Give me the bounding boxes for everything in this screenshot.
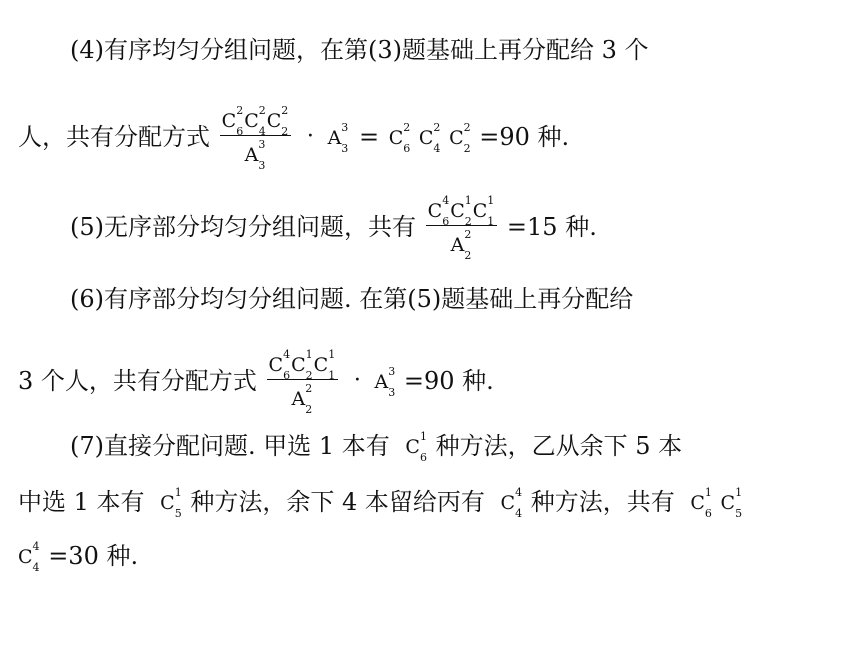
- fraction-expression: [426, 194, 498, 262]
- text-segment: (4)有序均匀分组问题，在第(3)题基础上再分配给 3 个: [70, 35, 649, 64]
- text-segment: =90 种.: [479, 122, 570, 151]
- fraction-denominator: A 3 3: [244, 137, 266, 172]
- text-segment: (7)直接分配问题. 甲选 1 本有: [70, 431, 390, 460]
- multiply-dot: ·: [306, 123, 314, 149]
- combination-term: C 2 2: [449, 120, 471, 155]
- combination-term: C 1 6: [405, 429, 427, 464]
- paragraph-6-line-2: [0, 348, 860, 416]
- text-segment: 3 个人，共有分配方式: [18, 366, 257, 395]
- fraction-denominator: A 2 2: [450, 227, 472, 262]
- paragraph-7-line-1: [0, 424, 860, 464]
- arrangement-term: A 3 3: [374, 364, 396, 399]
- text-segment: (6)有序部分均匀分组问题. 在第(5)题基础上再分配给: [70, 284, 634, 313]
- fraction-numerator: C 4 6 C 1 2 C 1 1: [426, 198, 498, 226]
- combination-term: C 4 4: [18, 539, 40, 574]
- combination-term: C 1 5: [160, 485, 182, 520]
- combination-term: C 2 4: [418, 120, 441, 155]
- text-segment: 种方法，乙从余下 5 本: [435, 431, 683, 460]
- paragraph-6-line-1: [0, 277, 860, 317]
- combination-term: C 1 5: [720, 485, 743, 520]
- combination-term: C 2 6: [388, 120, 411, 155]
- fraction-denominator: A 2 2: [291, 381, 313, 416]
- text-segment: 中选 1 本有: [18, 487, 145, 516]
- text-segment: =30 种.: [48, 541, 139, 570]
- paragraph-4-line-2: 人，共有分配方式 C 2 6 C 2 4 C 2 2 A 3 3 · A 3 3 = C 2 6 C 2 4 C 2 2 =90 种.: [18, 104, 570, 172]
- text-segment: 种方法，余下 4 本留给丙有: [190, 487, 485, 516]
- fraction-expression: [267, 348, 339, 416]
- text-segment: =15 种.: [506, 212, 597, 241]
- text-segment: 人，共有分配方式: [18, 122, 210, 151]
- paragraph-4-line-1: [0, 28, 860, 68]
- fraction-numerator: C 4 6 C 1 2 C 1 1: [267, 352, 339, 380]
- combination-term: C 4 4: [500, 485, 523, 520]
- multiply-dot: ·: [353, 367, 361, 393]
- fraction-expression: [220, 104, 292, 172]
- paragraph-5: [0, 194, 860, 262]
- paragraph-7-line-3: [0, 534, 860, 574]
- text-segment: =90 种.: [403, 366, 494, 395]
- paragraph-7-line-2: [0, 480, 860, 520]
- text-segment: (5)无序部分均匀分组问题，共有: [70, 212, 416, 241]
- arrangement-term: A 3 3: [327, 120, 349, 155]
- text-segment: 种方法，共有: [530, 487, 675, 516]
- combination-term: C 1 6: [690, 485, 712, 520]
- fraction-numerator: C 2 6 C 2 4 C 2 2: [220, 108, 292, 136]
